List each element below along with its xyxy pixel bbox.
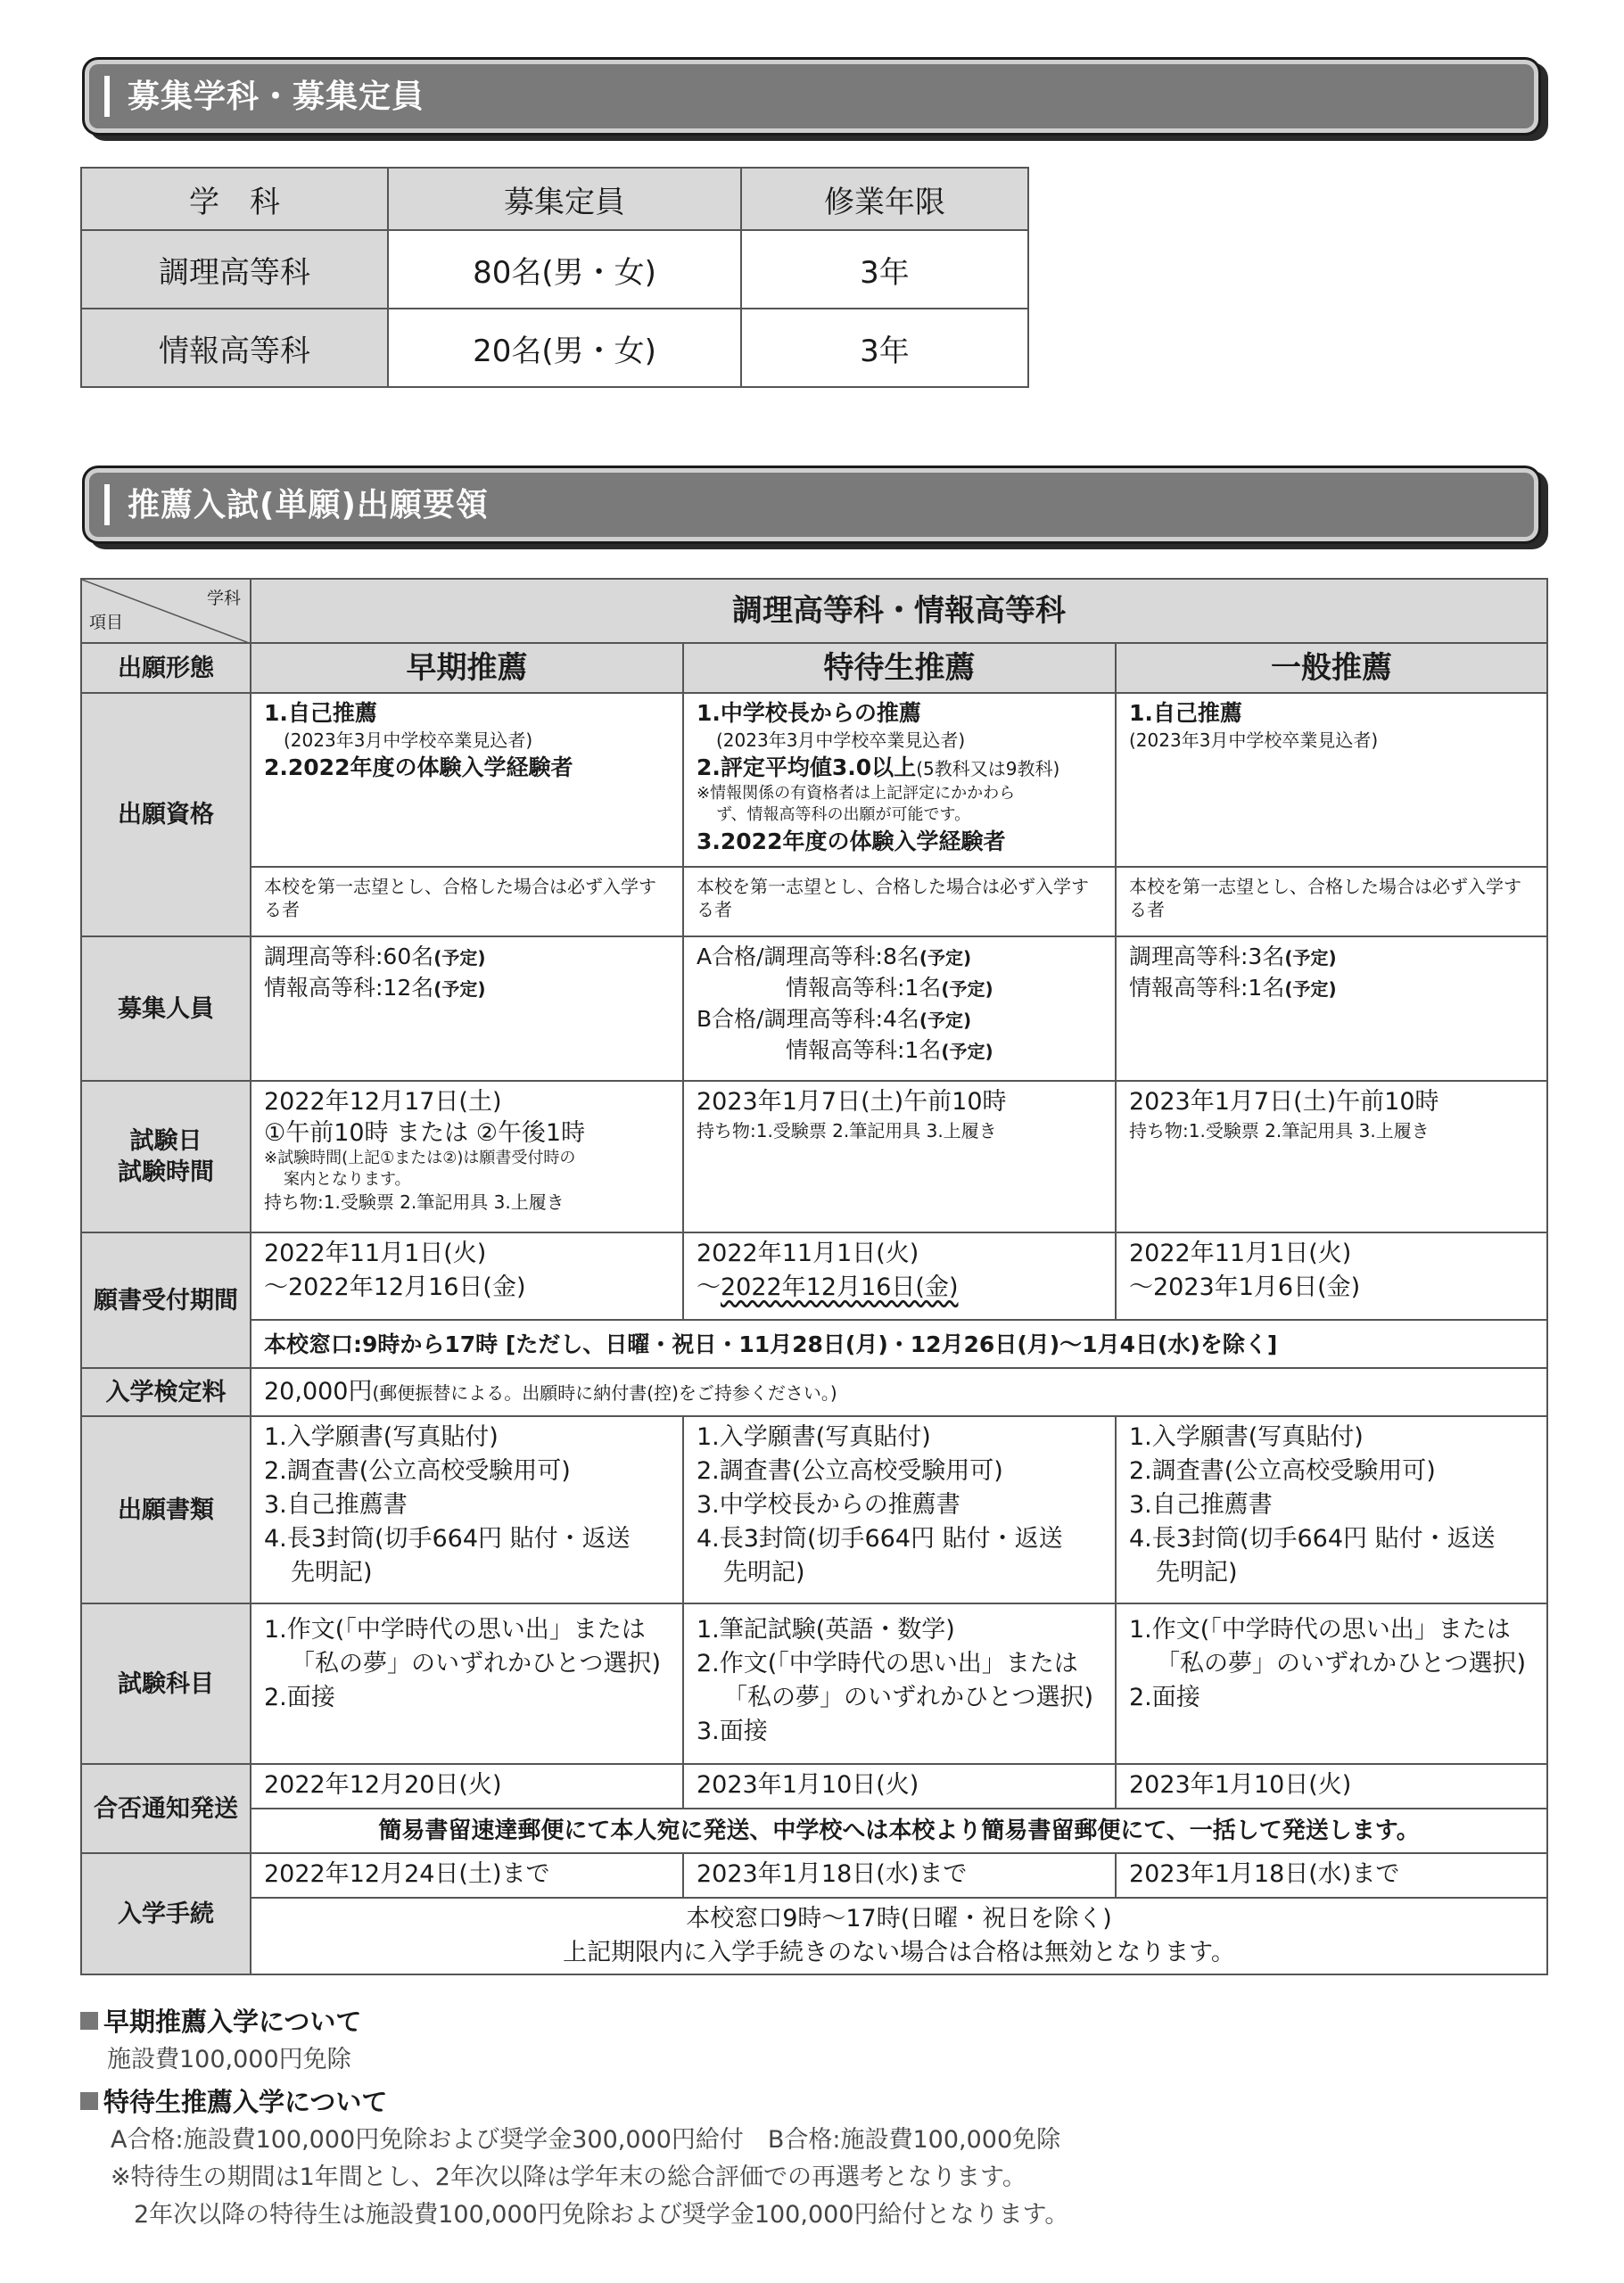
capacity-early	[251, 936, 683, 1081]
text-line: 1.作文(「中学時代の思い出」または	[264, 1616, 646, 1644]
corner-cell	[81, 579, 251, 643]
text-line: 2.作文(「中学時代の思い出」または	[697, 1650, 1078, 1677]
deadline-highlight: 2022年12月16日(金)	[721, 1273, 959, 1301]
text-line: 情報高等科:1名	[1129, 975, 1285, 1001]
row-label: 試験日 試験時間	[81, 1081, 251, 1232]
header-capacity: 募集定員	[388, 168, 741, 230]
exam-general	[1116, 1081, 1547, 1232]
header-years: 修業年限	[741, 168, 1028, 230]
fee-note: (郵便振替による。出願時に納付書(控)をご持参ください。)	[372, 1382, 837, 1404]
tentative-label: (予定)	[941, 978, 993, 1000]
text-line: 「私の夢」のいずれかひとつ選択)	[291, 1650, 661, 1677]
tentative-label: (予定)	[941, 1041, 993, 1062]
docs-special	[683, 1416, 1116, 1603]
text-line: 先明記)	[723, 1559, 805, 1587]
text-line: 3.面接	[697, 1718, 768, 1745]
text-line: ※試験時間(上記①または②)は願書受付時の	[264, 1149, 576, 1167]
qual-early	[251, 693, 683, 867]
notes	[80, 2002, 1543, 2234]
qual-common-early: 本校を第一志望とし、合格した場合は必ず入学する者	[251, 867, 683, 936]
qual-common-special: 本校を第一志望とし、合格した場合は必ず入学する者	[683, 867, 1116, 936]
text-line: 2.調査書(公立高校受験用可)	[697, 1457, 1003, 1485]
text-line: 2022年12月17日(土)	[264, 1088, 502, 1116]
text-line: 調理高等科:60名	[264, 944, 434, 969]
text-line: 2023年1月7日(土)午前10時	[1129, 1088, 1439, 1116]
text-line: A合格/調理高等科:8名	[697, 944, 919, 969]
table-row	[81, 309, 1028, 387]
capacity-value: 80名(男・女)	[388, 230, 741, 309]
docs-general	[1116, 1416, 1547, 1603]
text-line: 本校窓口9時〜17時(日曜・祝日を除く)	[686, 1905, 1112, 1933]
section-header-recruitment	[82, 57, 1541, 136]
exam-special	[683, 1081, 1116, 1232]
text-line: 〜2022年12月16日(金)	[264, 1273, 526, 1301]
note-text: ※特待生の期間は1年間とし、2年次以降は学年末の総合評価での再選考となります。	[111, 2163, 1026, 2191]
text-line: B合格/調理高等科:4名	[697, 1006, 919, 1032]
fee-amount: 20,000円	[264, 1378, 373, 1405]
text-line: 3.自己推薦書	[264, 1491, 408, 1519]
years-value: 3年	[741, 309, 1028, 387]
dept-name: 情報高等科	[81, 309, 388, 387]
corner-bottom-label: 項目	[89, 613, 124, 632]
row-label: 出願資格	[81, 693, 251, 936]
text-line: ※情報関係の有資格者は上記評定にかかわら	[697, 784, 1016, 803]
table-row	[81, 230, 1028, 309]
capacity-special	[683, 936, 1116, 1081]
note-text: A合格:施設費100,000円免除および奨学金300,000円給付 B合格:施設費100,000免除	[111, 2126, 1061, 2154]
text-line: 情報高等科:1名	[786, 975, 942, 1001]
docs-early	[251, 1416, 683, 1603]
section-header-application	[82, 466, 1541, 544]
row-label: 願書受付期間	[81, 1232, 251, 1368]
text-line: 2022年11月1日(火)	[264, 1240, 487, 1267]
subjects-general	[1116, 1603, 1547, 1764]
text-line: 1.自己推薦	[264, 700, 377, 726]
period-early	[251, 1232, 683, 1320]
tentative-label: (予定)	[919, 1010, 972, 1031]
notice-method: 簡易書留速達郵便にて本人宛に発送、中学校へは本校より簡易書留郵便にて、一括して発送します。	[251, 1809, 1547, 1853]
notice-special: 2023年1月10日(火)	[683, 1764, 1116, 1809]
period-special	[683, 1232, 1116, 1320]
row-label: 入学手続	[81, 1853, 251, 1974]
subjects-early	[251, 1603, 683, 1764]
text-line: 2023年1月7日(土)午前10時	[697, 1088, 1007, 1116]
text-line: 2022年11月1日(火)	[697, 1240, 919, 1267]
text-line: 情報高等科:12名	[264, 975, 434, 1001]
dept-name: 調理高等科	[81, 230, 388, 309]
row-label: 合否通知発送	[81, 1764, 251, 1853]
tentative-label: (予定)	[919, 947, 972, 968]
text-line: ず、情報高等科の出願が可能です。	[716, 805, 971, 824]
text-line: 2022年11月1日(火)	[1129, 1240, 1352, 1267]
text-line: 持ち物:1.受験票 2.筆記用具 3.上履き	[264, 1191, 565, 1213]
text-line: 2.評定平均値3.0以上	[697, 754, 917, 780]
text-line: 1.入学願書(写真貼付)	[697, 1423, 931, 1451]
corner-top-label: 学科	[206, 589, 241, 608]
text-line: 1.筆記試験(英語・数学)	[697, 1616, 955, 1644]
qual-special	[683, 693, 1116, 867]
tentative-label: (予定)	[433, 947, 486, 968]
qual-common-general: 本校を第一志望とし、合格した場合は必ず入学する者	[1116, 867, 1547, 936]
section-title: 推薦入試(単願)出願要領	[128, 487, 489, 523]
text-line: 上記期限内に入学手続きのない場合は合格は無効となります。	[563, 1939, 1235, 1966]
row-label: 出願形態	[81, 643, 251, 693]
text-line: 2.調査書(公立高校受験用可)	[264, 1457, 571, 1485]
note-heading	[80, 2002, 1543, 2041]
notice-general: 2023年1月10日(火)	[1116, 1764, 1547, 1809]
form-general: 一般推薦	[1116, 643, 1547, 693]
text-line: 1.中学校長からの推薦	[697, 700, 921, 726]
form-special: 特待生推薦	[683, 643, 1116, 693]
text-line: 「私の夢」のいずれかひとつ選択)	[723, 1684, 1093, 1711]
text-line: 4.長3封筒(切手664円 貼付・返送	[697, 1525, 1063, 1553]
header-dept: 学 科	[81, 168, 388, 230]
proc-notes	[251, 1898, 1547, 1974]
text-line: 1.自己推薦	[1129, 700, 1242, 726]
text-line: 1.入学願書(写真貼付)	[1129, 1423, 1364, 1451]
text-line: 2.調査書(公立高校受験用可)	[1129, 1457, 1436, 1485]
recruitment-table	[80, 167, 1029, 388]
tentative-label: (予定)	[433, 978, 486, 1000]
exam-early	[251, 1081, 683, 1232]
text-line: 「私の夢」のいずれかひとつ選択)	[1156, 1650, 1526, 1677]
proc-general: 2023年1月18日(水)まで	[1116, 1853, 1547, 1898]
capacity-value: 20名(男・女)	[388, 309, 741, 387]
text-line: ①午前10時 または ②午後1時	[264, 1119, 586, 1147]
form-early: 早期推薦	[251, 643, 683, 693]
proc-special: 2023年1月18日(水)まで	[683, 1853, 1116, 1898]
text-line: 2.面接	[1129, 1684, 1200, 1711]
note-heading	[80, 2082, 1543, 2122]
row-label: 出願書類	[81, 1416, 251, 1603]
text-line: 1.作文(「中学時代の思い出」または	[1129, 1616, 1511, 1644]
text-line: 4.長3封筒(切手664円 貼付・返送	[1129, 1525, 1496, 1553]
text-line: 情報高等科:1名	[786, 1037, 942, 1063]
application-table	[80, 578, 1548, 1975]
qual-general	[1116, 693, 1547, 867]
text-line: 〜	[697, 1273, 721, 1301]
text-line: (2023年3月中学校卒業見込者)	[284, 729, 533, 751]
proc-early: 2022年12月24日(土)まで	[251, 1853, 683, 1898]
text-line: 先明記)	[1156, 1559, 1238, 1587]
window-hours: 本校窓口:9時から17時 [ただし、日曜・祝日・11月28日(月)・12月26日(月)〜1月4日(水)を除く]	[251, 1320, 1547, 1368]
note-text: 施設費100,000円免除	[107, 2046, 351, 2073]
text-line: 先明記)	[291, 1559, 373, 1587]
text-line: 調理高等科:3名	[1129, 944, 1285, 969]
text-line: (2023年3月中学校卒業見込者)	[1129, 729, 1379, 751]
text-line: 3.自己推薦書	[1129, 1491, 1273, 1519]
text-line: 1.入学願書(写真貼付)	[264, 1423, 499, 1451]
row-label: 募集人員	[81, 936, 251, 1081]
tentative-label: (予定)	[1284, 978, 1337, 1000]
section-title: 募集学科・募集定員	[128, 78, 425, 115]
capacity-general	[1116, 936, 1547, 1081]
text-line: 持ち物:1.受験票 2.筆記用具 3.上履き	[697, 1120, 997, 1142]
text-line: (5教科又は9教科)	[916, 758, 1060, 779]
tentative-label: (予定)	[1284, 947, 1337, 968]
text-line: 3.中学校長からの推薦書	[697, 1491, 960, 1519]
period-general	[1116, 1232, 1547, 1320]
notice-early: 2022年12月20日(火)	[251, 1764, 683, 1809]
years-value: 3年	[741, 230, 1028, 309]
text-line: 案内となります。	[284, 1170, 411, 1189]
text-line: (2023年3月中学校卒業見込者)	[716, 729, 966, 751]
note-heading-text: 早期推薦入学について	[103, 2007, 362, 2037]
subjects-special	[683, 1603, 1116, 1764]
text-line: 〜2023年1月6日(金)	[1129, 1273, 1361, 1301]
text-line: 2.2022年度の体験入学経験者	[264, 754, 573, 780]
text-line: 3.2022年度の体験入学経験者	[697, 828, 1006, 854]
note-heading-text: 特待生推薦入学について	[103, 2087, 388, 2117]
dept-header: 調理高等科・情報高等科	[251, 579, 1547, 643]
fee-cell	[251, 1368, 1547, 1416]
text-line: 4.長3封筒(切手664円 貼付・返送	[264, 1525, 631, 1553]
text-line: 持ち物:1.受験票 2.筆記用具 3.上履き	[1129, 1120, 1430, 1142]
note-text: 2年次以降の特待生は施設費100,000円免除および奨学金100,000円給付となります。	[134, 2201, 1069, 2229]
row-label: 試験科目	[81, 1603, 251, 1764]
text-line: 2.面接	[264, 1684, 335, 1711]
row-label: 入学検定料	[81, 1368, 251, 1416]
